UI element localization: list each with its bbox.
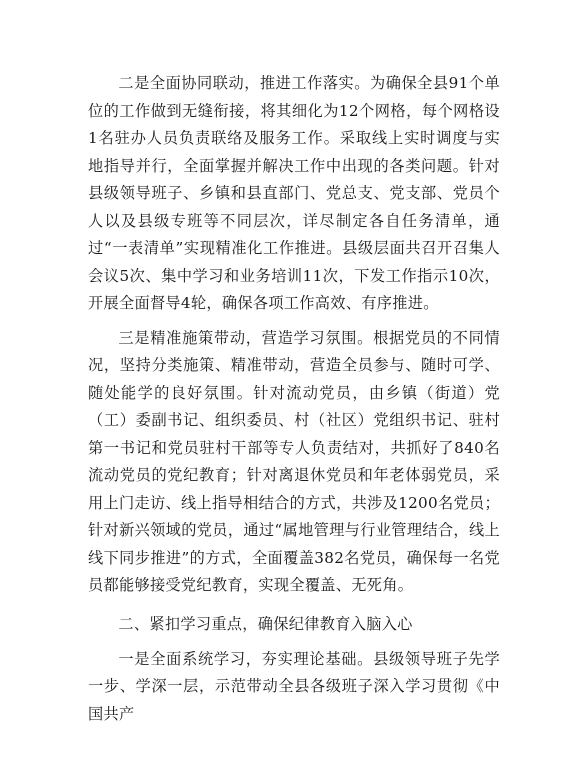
section-heading: 二、紧扣学习重点，确保纪律教育入脑入心 [118, 614, 413, 633]
paragraph-systematic-study: 一是全面系统学习，夯实理论基础。县级领导班子先学一步、学深一层，示范带动全县各级班子深入学习贯彻《中国共产 [88, 649, 500, 723]
paragraph-targeted-measures: 三是精准施策带动，营造学习氛围。根据党员的不同情况，坚持分类施策、精准带动，营造全员参与、随时可学、随处能学的良好氛围。针对流动党员，由乡镇（街道）党（工）委副书记、组织委员、村（社区）党组织书记、驻村第一书记和党员驻村干部等专人负责结对，共抓好了840名流动党员的党纪教育；针对离退休党员和年老体弱党员，采用上门走访、线上指导相结合的方式，共涉及1200名党员；针对新兴领域的党员，通过“属地管理与行业管理结合，线上线下同步推进”的方式，全面覆盖382名党员，确保每一名党员都能够接受党纪教育，实现全覆盖、无死角。 [88, 328, 500, 594]
document-body [88, 70, 500, 728]
paragraph-coordination: 二是全面协同联动，推进工作落实。为确保全县91个单位的工作做到无缝衔接，将其细化为12个网格，每个网格设1名驻办人员负责联络及服务工作。采取线上实时调度与实地指导并行，全面掌握并解决工作中出现的各类问题。针对县级领导班子、乡镇和县直部门、党总支、党支部、党员个人以及县级专班等不同层次，详尽制定各自任务清单，通过“一表清单”实现精准化工作推进。县级层面共召开召集人会议5次、集中学习和业务培训11次，下发工作指示10次，开展全面督导4轮，确保各项工作高效、有序推进。 [88, 74, 500, 312]
